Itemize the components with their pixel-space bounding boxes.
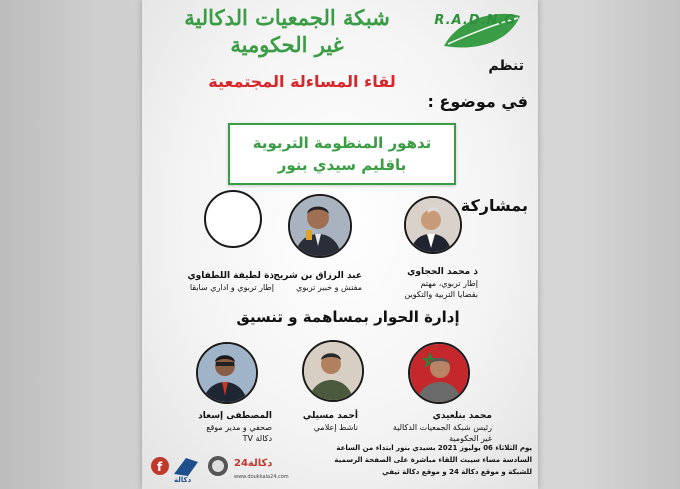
speaker-photo-2 bbox=[288, 194, 352, 258]
speaker-1-role: إطار تربوي، مهتم bbox=[420, 279, 478, 288]
site-url: www.doukkala24.com bbox=[234, 474, 289, 480]
org-name-line1: شبكة الجمعيات الدكالية bbox=[184, 5, 390, 30]
person-photo-icon bbox=[408, 344, 468, 404]
organization-name bbox=[164, 4, 410, 58]
speaker-3-role: إطار تربوي و اداري سابقا bbox=[189, 283, 274, 292]
event-details-line2: السادسة مساء سيبث اللقاء مباشرة على الصفحة الرسمية bbox=[334, 456, 532, 464]
moderator-1-role: رئيس شبكة الجمعيات الدكالية bbox=[392, 423, 492, 432]
speaker-3-name: ذة لطيفة اللطفاوي bbox=[187, 271, 274, 281]
speaker-1 bbox=[404, 266, 478, 300]
moderator-2 bbox=[303, 410, 358, 433]
person-photo-icon bbox=[404, 198, 460, 254]
topic-label: في موضوع : bbox=[427, 92, 528, 111]
facebook-icon bbox=[150, 456, 170, 476]
moderation-label: إدارة الحوار بمساهمة و تنسيق bbox=[236, 308, 460, 326]
moderator-1-name: محمد بنلعيدي bbox=[432, 411, 492, 421]
moderator-1 bbox=[393, 410, 492, 444]
seal-icon bbox=[206, 454, 230, 478]
moderator-3-role-line2: دكالة TV bbox=[242, 434, 272, 443]
person-photo-icon bbox=[196, 344, 256, 404]
site-logo-text: دكالة24 bbox=[234, 458, 273, 469]
topic-line2: باقليم سيدي بنور bbox=[277, 156, 407, 174]
org-name-line2: غير الحكومية bbox=[230, 32, 344, 57]
event-poster bbox=[142, 0, 538, 489]
speaker-photo-3-placeholder bbox=[204, 190, 262, 248]
speaker-photo-1 bbox=[404, 196, 462, 254]
participation-label: بمشاركة bbox=[460, 196, 528, 215]
event-details-line1: يوم الثلاثاء 06 يوليوز 2021 بسيدي بنور ابتداء من الساعة bbox=[336, 444, 532, 452]
footer-logos bbox=[150, 450, 290, 486]
moderator-photo-1 bbox=[408, 342, 470, 404]
speaker-1-role-line2: بقضايا التربية والتكوين bbox=[404, 290, 478, 299]
moderator-1-role-line2: غير الحكومية bbox=[449, 434, 492, 443]
speaker-3 bbox=[187, 270, 274, 293]
person-photo-icon bbox=[302, 342, 362, 402]
moderator-3-role: صحفي و مدير موقع bbox=[206, 423, 272, 432]
event-title: لقاء المساءلة المجتمعية bbox=[208, 72, 396, 91]
svg-text:f: f bbox=[157, 460, 163, 474]
moderator-2-name: أحمد مسيلي bbox=[302, 411, 358, 421]
speaker-1-name: ذ محمد الحجاوي bbox=[407, 267, 478, 277]
moderator-2-role: ناشط إعلامي bbox=[313, 423, 358, 432]
moderator-photo-3 bbox=[196, 342, 258, 404]
event-details-line3: للشبكة و موقع دكالة 24 و موقع دكالة تيفي bbox=[382, 468, 532, 476]
topic-line1: تدهور المنظومة التربوية bbox=[252, 134, 432, 152]
tv-logo-text: دكالة bbox=[174, 476, 192, 484]
organizes-label: تنظم bbox=[488, 58, 524, 74]
moderator-3 bbox=[198, 410, 272, 444]
logo-text: R.A.D.N.G bbox=[434, 13, 516, 28]
speaker-2 bbox=[273, 270, 362, 293]
moderator-photo-2 bbox=[302, 340, 364, 402]
event-details bbox=[286, 442, 532, 478]
speaker-2-name: عبد الرزاق بن شريج bbox=[273, 271, 362, 281]
topic-box bbox=[228, 123, 456, 185]
person-photo-icon bbox=[288, 196, 350, 258]
moderator-3-name: المصطفى إسعاد bbox=[198, 411, 272, 421]
speaker-2-role: مفتش و خبير تربوي bbox=[296, 283, 362, 292]
